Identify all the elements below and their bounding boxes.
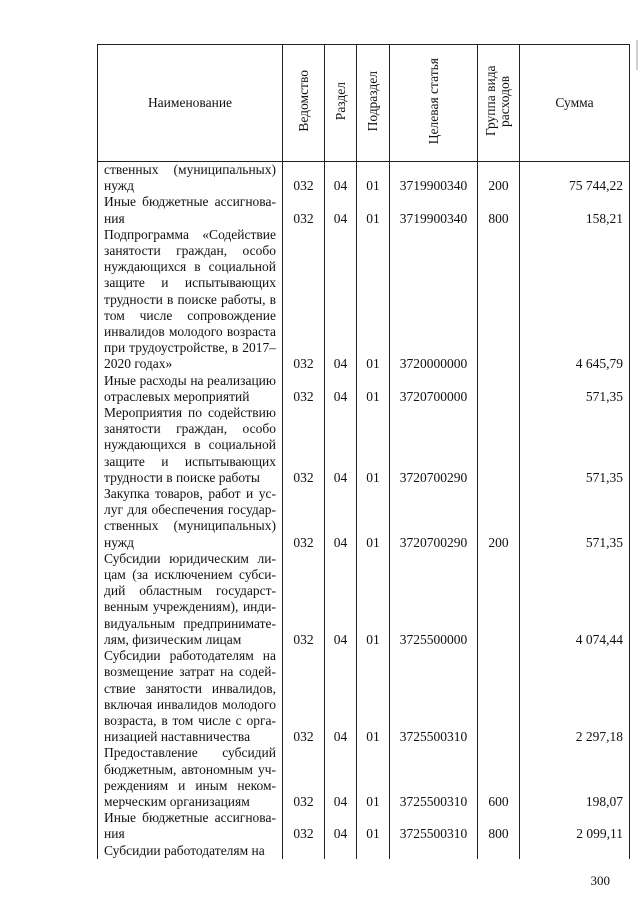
cell-name: Иные бюджетные ассигнова-ния xyxy=(98,810,283,842)
cell-ministry: 032 xyxy=(283,745,325,810)
table-row xyxy=(98,162,630,195)
table-row xyxy=(98,551,630,648)
header-name: Наименование xyxy=(98,45,283,162)
cell-expense-group xyxy=(478,227,520,373)
cell-name: Иные расходы на реализацию отраслевых мероприятий xyxy=(98,373,283,405)
cell-amount: 2 297,18 xyxy=(520,648,630,745)
cell-amount: 4 074,44 xyxy=(520,551,630,648)
table-row xyxy=(98,843,630,859)
cell-amount xyxy=(520,843,630,859)
cell-target-article: 3720000000 xyxy=(390,227,478,373)
cell-ministry: 032 xyxy=(283,405,325,486)
cell-ministry: 032 xyxy=(283,551,325,648)
cell-amount: 198,07 xyxy=(520,745,630,810)
table-row xyxy=(98,373,630,405)
table-row xyxy=(98,486,630,551)
cell-subsection: 01 xyxy=(357,373,390,405)
cell-subsection: 01 xyxy=(357,227,390,373)
header-subsection: Подраздел xyxy=(357,45,390,162)
cell-amount: 4 645,79 xyxy=(520,227,630,373)
budget-table xyxy=(97,44,630,859)
cell-expense-group: 800 xyxy=(478,810,520,842)
page-number: 300 xyxy=(590,873,610,888)
cell-expense-group: 200 xyxy=(478,486,520,551)
cell-amount: 75 744,22 xyxy=(520,162,630,195)
cell-target-article: 3720700000 xyxy=(390,373,478,405)
cell-name: Субсидии работодателям на возмещение затрат на содей-ствие занятости инвалидов, включая инвалидов молодого возраста, в том числе с орга-низацией наставничества xyxy=(98,648,283,745)
cell-name: ственных (муниципальных) нужд xyxy=(98,162,283,195)
cell-amount: 571,35 xyxy=(520,405,630,486)
cell-section: 04 xyxy=(325,745,357,810)
cell-subsection: 01 xyxy=(357,405,390,486)
header-ministry: Ведомство xyxy=(283,45,325,162)
cell-amount: 2 099,11 xyxy=(520,810,630,842)
table-header-row xyxy=(98,45,630,162)
cell-expense-group xyxy=(478,551,520,648)
cell-expense-group xyxy=(478,373,520,405)
cell-name: Подпрограмма «Содействие занятости граждан, особо нуждающихся в социальной защите и испытывающих трудности в поиске работы, в том числе сопровождение инвалидов молодого возраста при трудоустройстве, в 2017–2020 годах» xyxy=(98,227,283,373)
cell-subsection: 01 xyxy=(357,745,390,810)
cell-expense-group: 200 xyxy=(478,162,520,195)
cell-target-article xyxy=(390,843,478,859)
cell-subsection: 01 xyxy=(357,162,390,195)
cell-section: 04 xyxy=(325,227,357,373)
cell-amount: 571,35 xyxy=(520,373,630,405)
cell-expense-group xyxy=(478,405,520,486)
cell-target-article: 3725500310 xyxy=(390,810,478,842)
cell-target-article: 3720700290 xyxy=(390,405,478,486)
cell-expense-group: 800 xyxy=(478,194,520,226)
page-edge-mark xyxy=(636,40,638,70)
cell-ministry: 032 xyxy=(283,810,325,842)
cell-ministry: 032 xyxy=(283,194,325,226)
table-row xyxy=(98,745,630,810)
cell-ministry: 032 xyxy=(283,162,325,195)
header-expense-group: Группа вида расходов xyxy=(478,45,520,162)
cell-name: Субсидии юридическим ли-цам (за исключением субси-дий областным государст-венным учреждениям), инди-видуальным предпринимате-лям, физическим лицам xyxy=(98,551,283,648)
cell-expense-group xyxy=(478,648,520,745)
cell-section xyxy=(325,843,357,859)
cell-ministry: 032 xyxy=(283,486,325,551)
cell-section: 04 xyxy=(325,648,357,745)
cell-ministry xyxy=(283,843,325,859)
cell-section: 04 xyxy=(325,405,357,486)
cell-amount: 158,21 xyxy=(520,194,630,226)
cell-name: Предоставление субсидий бюджетным, автономным уч-реждениям и иным неком-мерческим организациям xyxy=(98,745,283,810)
table-row xyxy=(98,227,630,373)
cell-target-article: 3725500000 xyxy=(390,551,478,648)
cell-section: 04 xyxy=(325,194,357,226)
cell-ministry: 032 xyxy=(283,648,325,745)
cell-section: 04 xyxy=(325,551,357,648)
cell-ministry: 032 xyxy=(283,373,325,405)
cell-ministry: 032 xyxy=(283,227,325,373)
cell-section: 04 xyxy=(325,486,357,551)
cell-name: Закупка товаров, работ и ус-луг для обеспечения государ-ственных (муниципальных) нужд xyxy=(98,486,283,551)
cell-subsection: 01 xyxy=(357,486,390,551)
cell-target-article: 3725500310 xyxy=(390,745,478,810)
cell-name: Иные бюджетные ассигнова-ния xyxy=(98,194,283,226)
header-amount: Сумма xyxy=(520,45,630,162)
cell-section: 04 xyxy=(325,373,357,405)
cell-expense-group: 600 xyxy=(478,745,520,810)
cell-target-article: 3725500310 xyxy=(390,648,478,745)
cell-subsection: 01 xyxy=(357,648,390,745)
cell-subsection: 01 xyxy=(357,810,390,842)
cell-name: Мероприятия по содействию занятости граждан, особо нуждающихся в социальной защите и испытывающих трудности в поиске работы xyxy=(98,405,283,486)
table-row xyxy=(98,405,630,486)
header-section: Раздел xyxy=(325,45,357,162)
cell-target-article: 3719900340 xyxy=(390,162,478,195)
cell-subsection: 01 xyxy=(357,194,390,226)
table-row xyxy=(98,194,630,226)
table-row xyxy=(98,648,630,745)
cell-expense-group xyxy=(478,843,520,859)
cell-target-article: 3720700290 xyxy=(390,486,478,551)
cell-subsection xyxy=(357,843,390,859)
cell-section: 04 xyxy=(325,810,357,842)
cell-section: 04 xyxy=(325,162,357,195)
cell-name: Субсидии работодателям на xyxy=(98,843,283,859)
table-row xyxy=(98,810,630,842)
cell-target-article: 3719900340 xyxy=(390,194,478,226)
cell-subsection: 01 xyxy=(357,551,390,648)
cell-amount: 571,35 xyxy=(520,486,630,551)
header-target-article: Целевая статья xyxy=(390,45,478,162)
